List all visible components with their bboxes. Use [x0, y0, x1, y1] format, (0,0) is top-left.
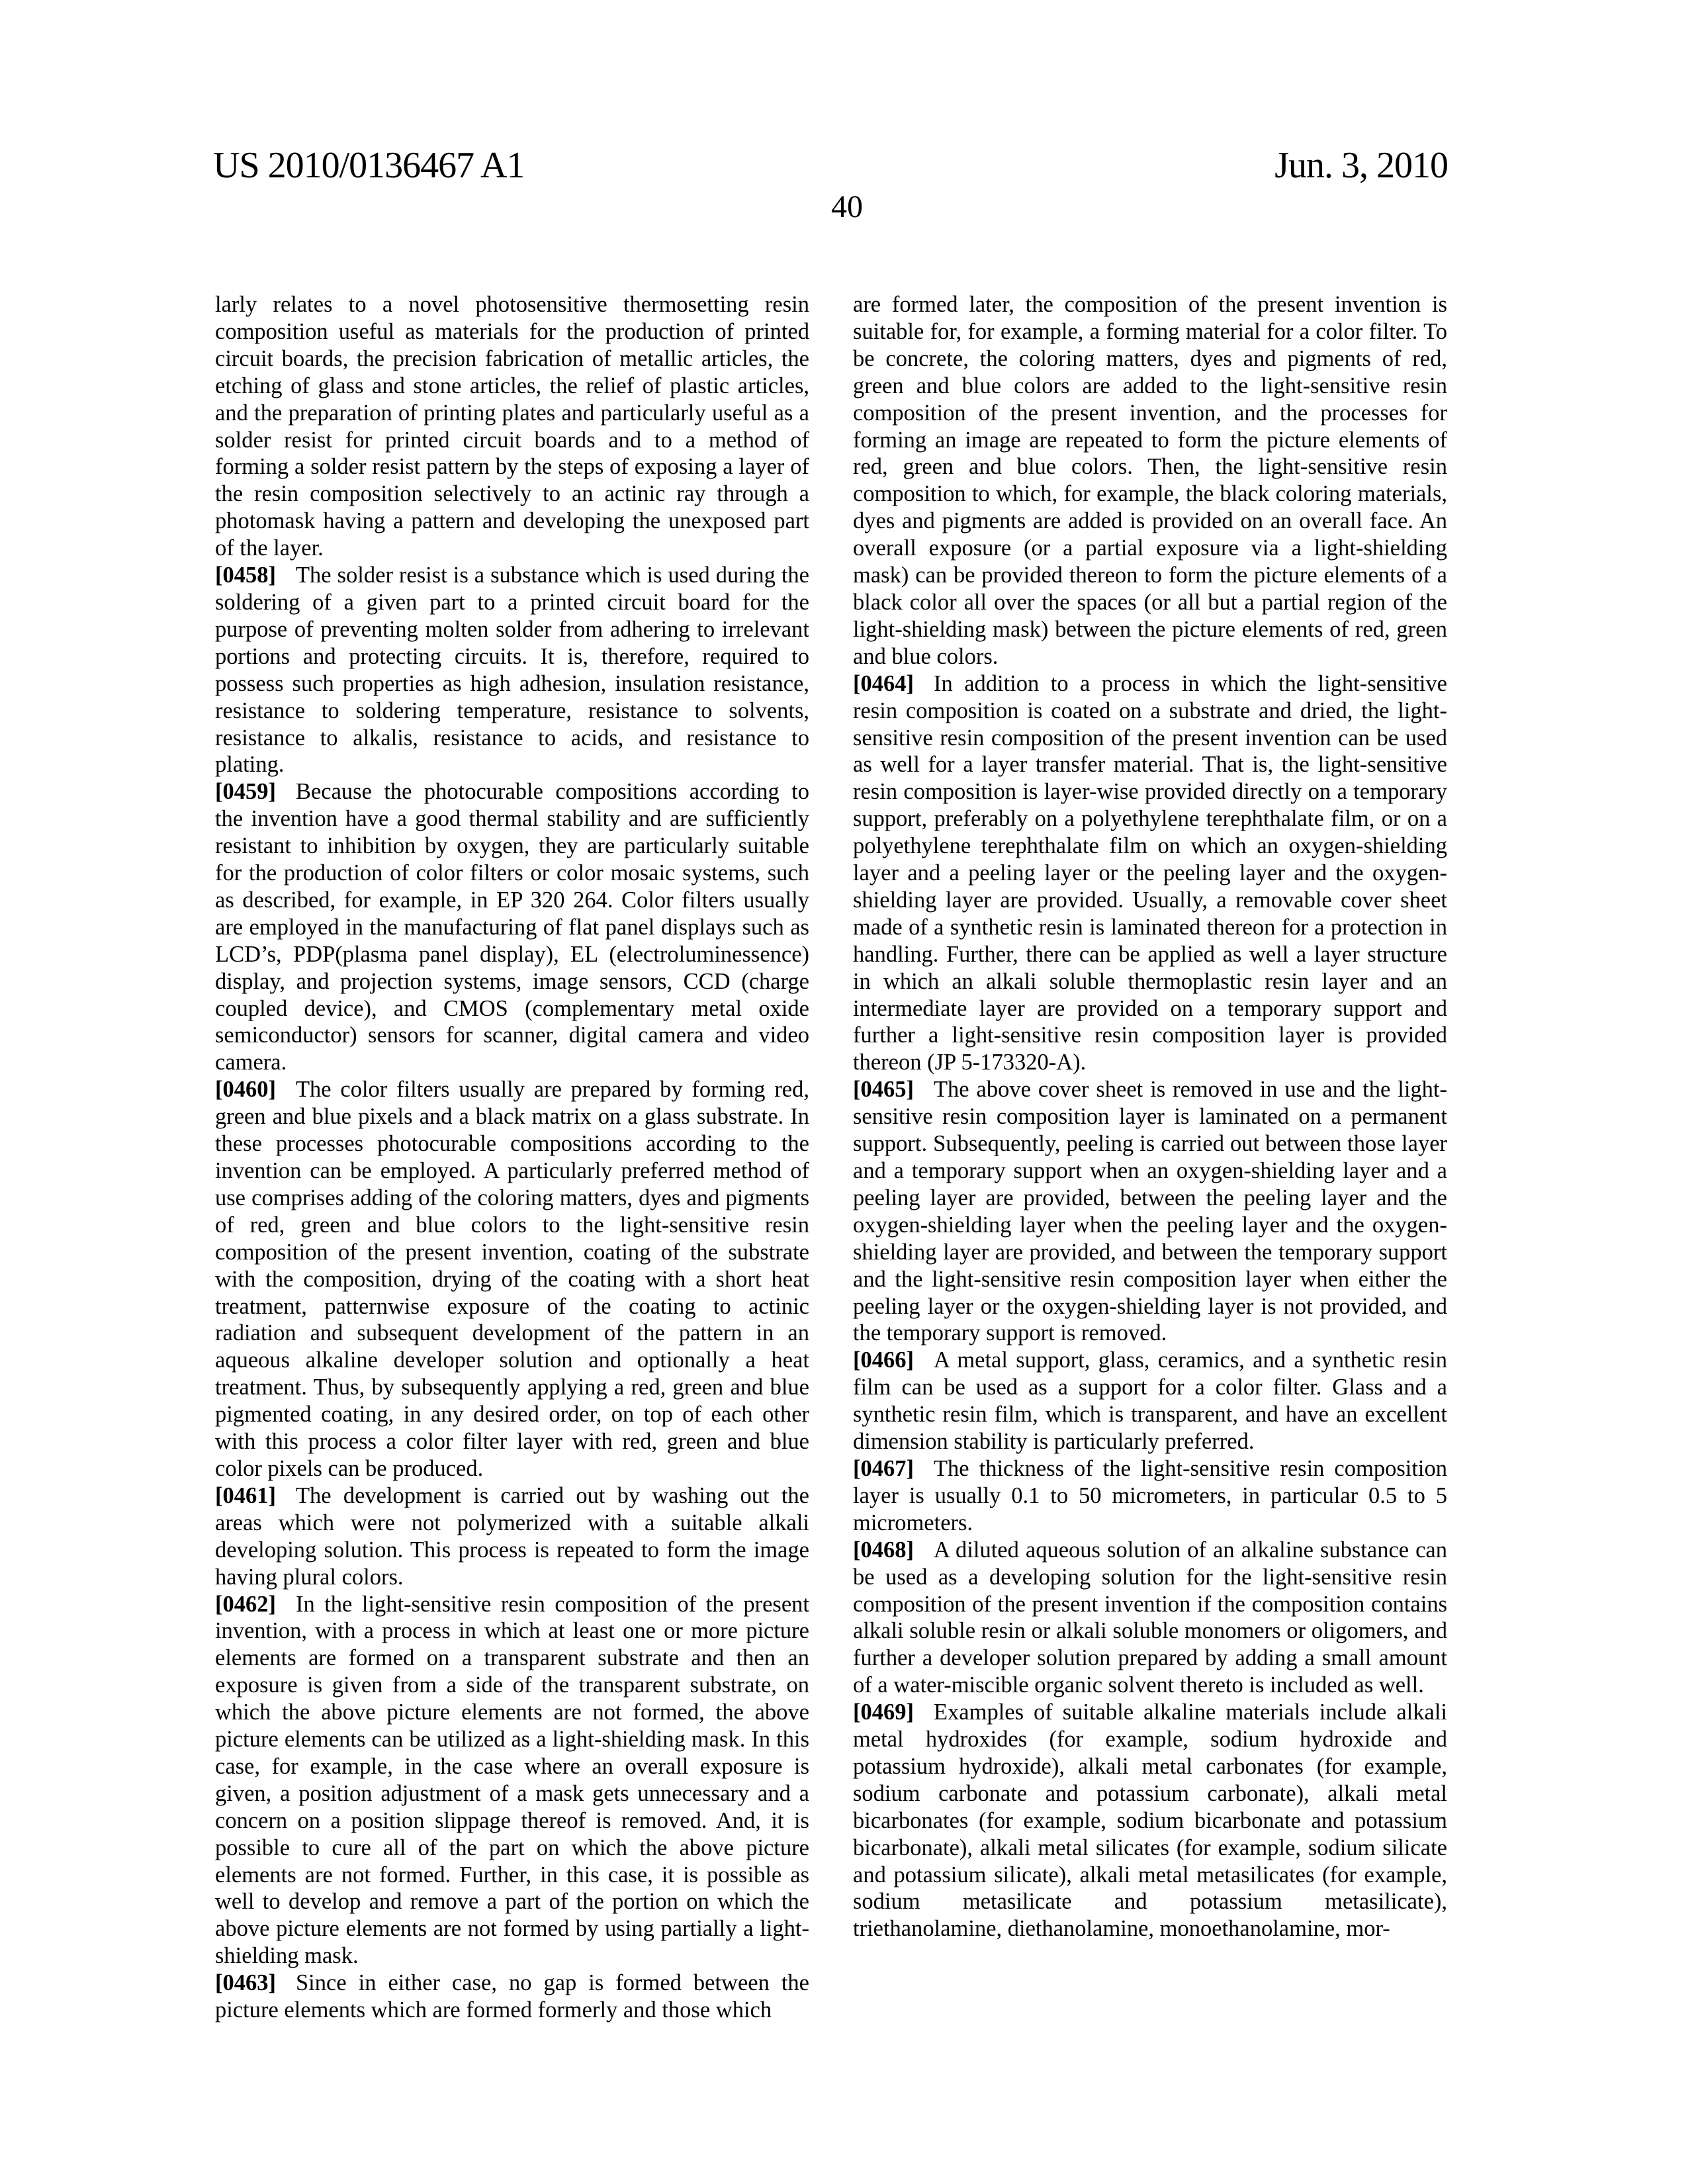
paragraph-number: [0461]	[215, 1483, 276, 1508]
paragraph	[215, 1076, 809, 1482]
paragraph	[215, 1970, 809, 2024]
publication-number: US 2010/0136467 A1	[213, 144, 525, 187]
paragraph-text: The color filters usually are prepared by forming red, green and blue pixels and a black matrix on a glass substrate. In these processes photocurable compositions according to the invention can be employed. A particularly preferred method of use comprises adding of the coloring matters, dyes and pigments of red, green and blue colors to the light-sensitive resin composition of the present invention, coating of the substrate with the composition, drying of the coating with a short heat treatment, patternwise exposure of the coating to actinic radiation and subsequent development of the pattern in an aqueous alkaline developer solution and optionally a heat treatment. Thus, by subsequently applying a red, green and blue pigmented coating, in any desired order, on top of each other with this process a color filter layer with red, green and blue color pixels can be produced.	[215, 1077, 809, 1481]
paragraph-number: [0466]	[853, 1347, 914, 1373]
paragraph-number: [0463]	[215, 1970, 276, 1995]
paragraph-number: [0467]	[853, 1456, 914, 1481]
paragraph-number: [0468]	[853, 1537, 914, 1563]
paragraph-text: Examples of suitable alkaline materials include alkali metal hydroxides (for example, sodium hydroxide and potassium hydroxide), alkali metal carbonates (for example, sodium carbonate and potassium carbonate), alkali metal bicarbonates (for example, sodium bicarbonate and potassium bicarbonate), alkali metal silicates (for example, sodium silicate and potassium silicate), alkali metal metasilicates (for example, sodium metasilicate and potassium metasilicate), triethanolamine, diethanolamine, monoethanolamine, mor-	[853, 1700, 1447, 1941]
paragraph	[853, 1537, 1447, 1699]
paragraph-text: In addition to a process in which the light-sensitive resin composition is coated on a substrate and dried, the light-sensitive resin composition of the present invention can be used as well for a layer transfer material. That is, the light-sensitive resin composition is layer-wise provided directly on a temporary support, preferably on a polyethylene terephthalate film, or on a polyethylene terephthalate film on which an oxygen-shielding layer and a peeling layer or the peeling layer and the oxygen-shielding layer are provided. Usually, a removable cover sheet made of a synthetic resin is laminated thereon for a protection in handling. Further, there can be applied as well a layer structure in which an alkali soluble thermoplastic resin layer and an intermediate layer are provided on a temporary support and further a light-sensitive resin composition layer is provided thereon (JP 5-173320-A).	[853, 671, 1447, 1075]
paragraph-text: A metal support, glass, ceramics, and a synthetic resin film can be used as a support for a color filter. Glass and a synthetic resin film, which is transparent, and have an excellent dimension stability is particularly preferred.	[853, 1347, 1447, 1454]
publication-date: Jun. 3, 2010	[1274, 144, 1448, 187]
paragraph-text: In the light-sensitive resin composition of the present invention, with a process in which at least one or more picture elements are formed on a transparent substrate and then an exposure is given from a side of the transparent substrate, on which the above picture elements are not formed, the above picture elements can be utilized as a light-shielding mask. In this case, for example, in the case where an overall exposure is given, a position adjustment of a mask gets unnecessary and a concern on a position slippage thereof is removed. And, it is possible to cure all of the part on which the above picture elements are not formed. Further, in this case, it is possible as well to develop and remove a part of the portion on which the above picture elements are not formed by using partially a light-shielding mask.	[215, 1592, 809, 1969]
paragraph-text: The above cover sheet is removed in use and the light-sensitive resin composition layer is laminated on a permanent support. Subsequently, peeling is carried out between those layer and a temporary support when an oxygen-shielding layer and a peeling layer are provided, between the peeling layer and the oxygen-shielding layer when the peeling layer and the oxygen-shielding layer are provided, and between the temporary support and the light-sensitive resin composition layer when either the peeling layer or the oxygen-shielding layer is not provided, and the temporary support is removed.	[853, 1077, 1447, 1345]
paragraph-text: A diluted aqueous solution of an alkaline substance can be used as a developing solution for the light-sensitive resin composition of the present invention if the composition contains alkali soluble resin or alkali soluble monomers or oligomers, and further a developer solution prepared by adding a small amount of a water-miscible organic solvent thereto is included as well.	[853, 1537, 1447, 1698]
paragraph	[215, 1591, 809, 1970]
paragraph	[853, 1699, 1447, 1942]
paragraph-number: [0460]	[215, 1077, 276, 1102]
paragraph-text: Because the photocurable compositions according to the invention have a good thermal stability and are sufficiently resistant to inhibition by oxygen, they are particularly suitable for the production of color filters or color mosaic systems, such as described, for example, in EP 320 264. Color filters usually are employed in the manufacturing of flat panel displays such as LCD’s, PDP(plasma panel display), EL (electroluminessence) display, and projection systems, image sensors, CCD (charge coupled device), and CMOS (complementary metal oxide semiconductor) sensors for scanner, digital camera and video camera.	[215, 779, 809, 1075]
paragraph-number: [0465]	[853, 1077, 914, 1102]
paragraph	[215, 778, 809, 1076]
paragraph-number: [0469]	[853, 1700, 914, 1725]
paragraph	[215, 1482, 809, 1591]
paragraph	[853, 670, 1447, 1077]
paragraph-text: are formed later, the composition of the present invention is suitable for, for example, a forming material for a color filter. To be concrete, the coloring matters, dyes and pigments of red, green and blue colors are added to the light-sensitive resin composition of the present invention, and the processes for forming an image are repeated to form the picture elements of red, green and blue colors. Then, the light-sensitive resin composition to which, for example, the black coloring materials, dyes and pigments are added is provided on an overall face. An overall exposure (or a partial exposure via a light-shielding mask) can be provided thereon to form the picture elements of a black color all over the spaces (or all but a partial region of the light-shielding mask) between the picture elements of red, green and blue colors.	[853, 292, 1447, 669]
paragraph	[853, 291, 1447, 670]
page-number: 40	[0, 189, 1694, 225]
paragraph-text: The development is carried out by washing out the areas which were not polymerized with a suitable alkali developing solution. This process is repeated to form the image having plural colors.	[215, 1483, 809, 1590]
paragraph	[853, 1455, 1447, 1537]
paragraph-number: [0459]	[215, 779, 276, 804]
paragraph	[215, 562, 809, 778]
paragraph	[853, 1347, 1447, 1455]
paragraph-text: The thickness of the light-sensitive resin composition layer is usually 0.1 to 50 micrometers, in particular 0.5 to 5 micrometers.	[853, 1456, 1447, 1535]
right-column	[853, 291, 1447, 1942]
left-column	[215, 291, 809, 2024]
paragraph	[853, 1076, 1447, 1347]
paragraph-number: [0462]	[215, 1592, 276, 1617]
paragraph	[215, 291, 809, 562]
paragraph-text: larly relates to a novel photosensitive thermosetting resin composition useful as materials for the production of printed circuit boards, the precision fabrication of metallic articles, the etching of glass and stone articles, the relief of plastic articles, and the preparation of printing plates and particularly useful as a solder resist for printed circuit boards and to a method of forming a solder resist pattern by the steps of exposing a layer of the resin composition selectively to an actinic ray through a photomask having a pattern and developing the unexposed part of the layer.	[215, 292, 809, 561]
paragraph-text: The solder resist is a substance which is used during the soldering of a given part to a printed circuit board for the purpose of preventing molten solder from adhering to irrelevant portions and protecting circuits. It is, therefore, required to possess such properties as high adhesion, insulation resistance, resistance to soldering temperature, resistance to solvents, resistance to alkalis, resistance to acids, and resistance to plating.	[215, 563, 809, 777]
paragraph-text: Since in either case, no gap is formed between the picture elements which are formed formerly and those which	[215, 1970, 809, 2023]
paragraph-number: [0464]	[853, 671, 914, 696]
paragraph-number: [0458]	[215, 563, 276, 588]
